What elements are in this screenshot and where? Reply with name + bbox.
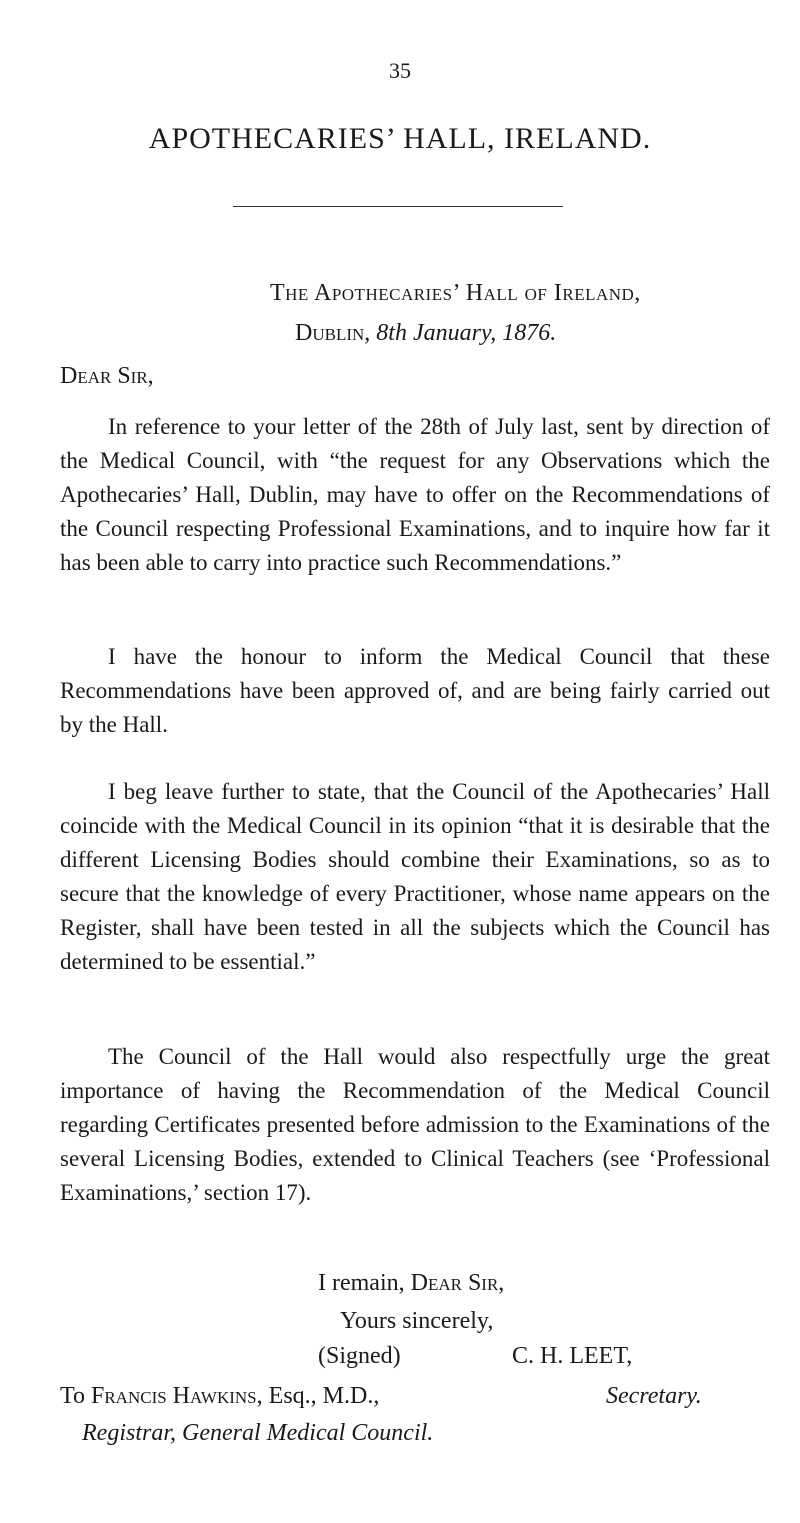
letter-date: 8th January, 1876. bbox=[376, 320, 557, 346]
letter-date-line bbox=[295, 320, 556, 347]
salutation: Dear Sir, bbox=[60, 363, 154, 389]
title-divider bbox=[233, 206, 563, 207]
addressee-role: Registrar, General Medical Council. bbox=[82, 1420, 434, 1446]
closing-name: Dear Sir, bbox=[410, 1270, 505, 1296]
closing-prefix: I remain, bbox=[318, 1270, 405, 1296]
paragraph-3: I beg leave further to state, that the Council of the Apothecaries’ Hall coincide with the Medical Council in its opinion “that it is desirable that the different Licensing Bodies should combine their Examinations, so as to secure that the knowledge of every Practitioner, whose name appears on the Register, shall have been tested in all the subjects which the Council has determined to be essential.” bbox=[60, 779, 770, 974]
letter-city: Dublin, bbox=[295, 320, 371, 346]
letter-address-line: The Apothecaries’ Hall of Ireland, bbox=[270, 280, 641, 306]
page-title: APOTHECARIES’ HALL, IRELAND. bbox=[148, 122, 652, 155]
closing-line bbox=[318, 1270, 504, 1297]
paragraph-2: I have the honour to inform the Medical Council that these Recommendations have been approved of, and are being fairly carried out by the Hall. bbox=[60, 644, 770, 737]
paragraph-4: The Council of the Hall would also respectfully urge the great importance of having the Recommendation of the Medical Council regarding Certificates presented before admission to the Examinations of the several Licensing Bodies, extended to Clinical Teachers (see ‘Professional Examinations,’ section 17). bbox=[60, 1044, 770, 1205]
valediction: Yours sincerely, bbox=[340, 1308, 494, 1334]
signed-label: (Signed) bbox=[318, 1343, 401, 1369]
addressee-suffix: Esq., M.D., bbox=[268, 1383, 380, 1409]
signer-name: C. H. LEET, bbox=[512, 1343, 633, 1369]
signer-title: Secretary. bbox=[606, 1383, 702, 1409]
page-number: 35 bbox=[389, 58, 411, 83]
paragraph-1: In reference to your letter of the 28th of July last, sent by direction of the Medical Council, with “the request for any Observations which the Apothecaries’ Hall, Dublin, may have to offer on the Recommendations of the Council respecting Professional Examinations, and to inquire how far it has been able to carry into practice such Recommendations.” bbox=[60, 414, 770, 575]
addressee-line bbox=[60, 1383, 379, 1410]
addressee-name: Francis Hawkins, bbox=[90, 1383, 263, 1409]
addressee-prefix: To bbox=[60, 1383, 85, 1409]
